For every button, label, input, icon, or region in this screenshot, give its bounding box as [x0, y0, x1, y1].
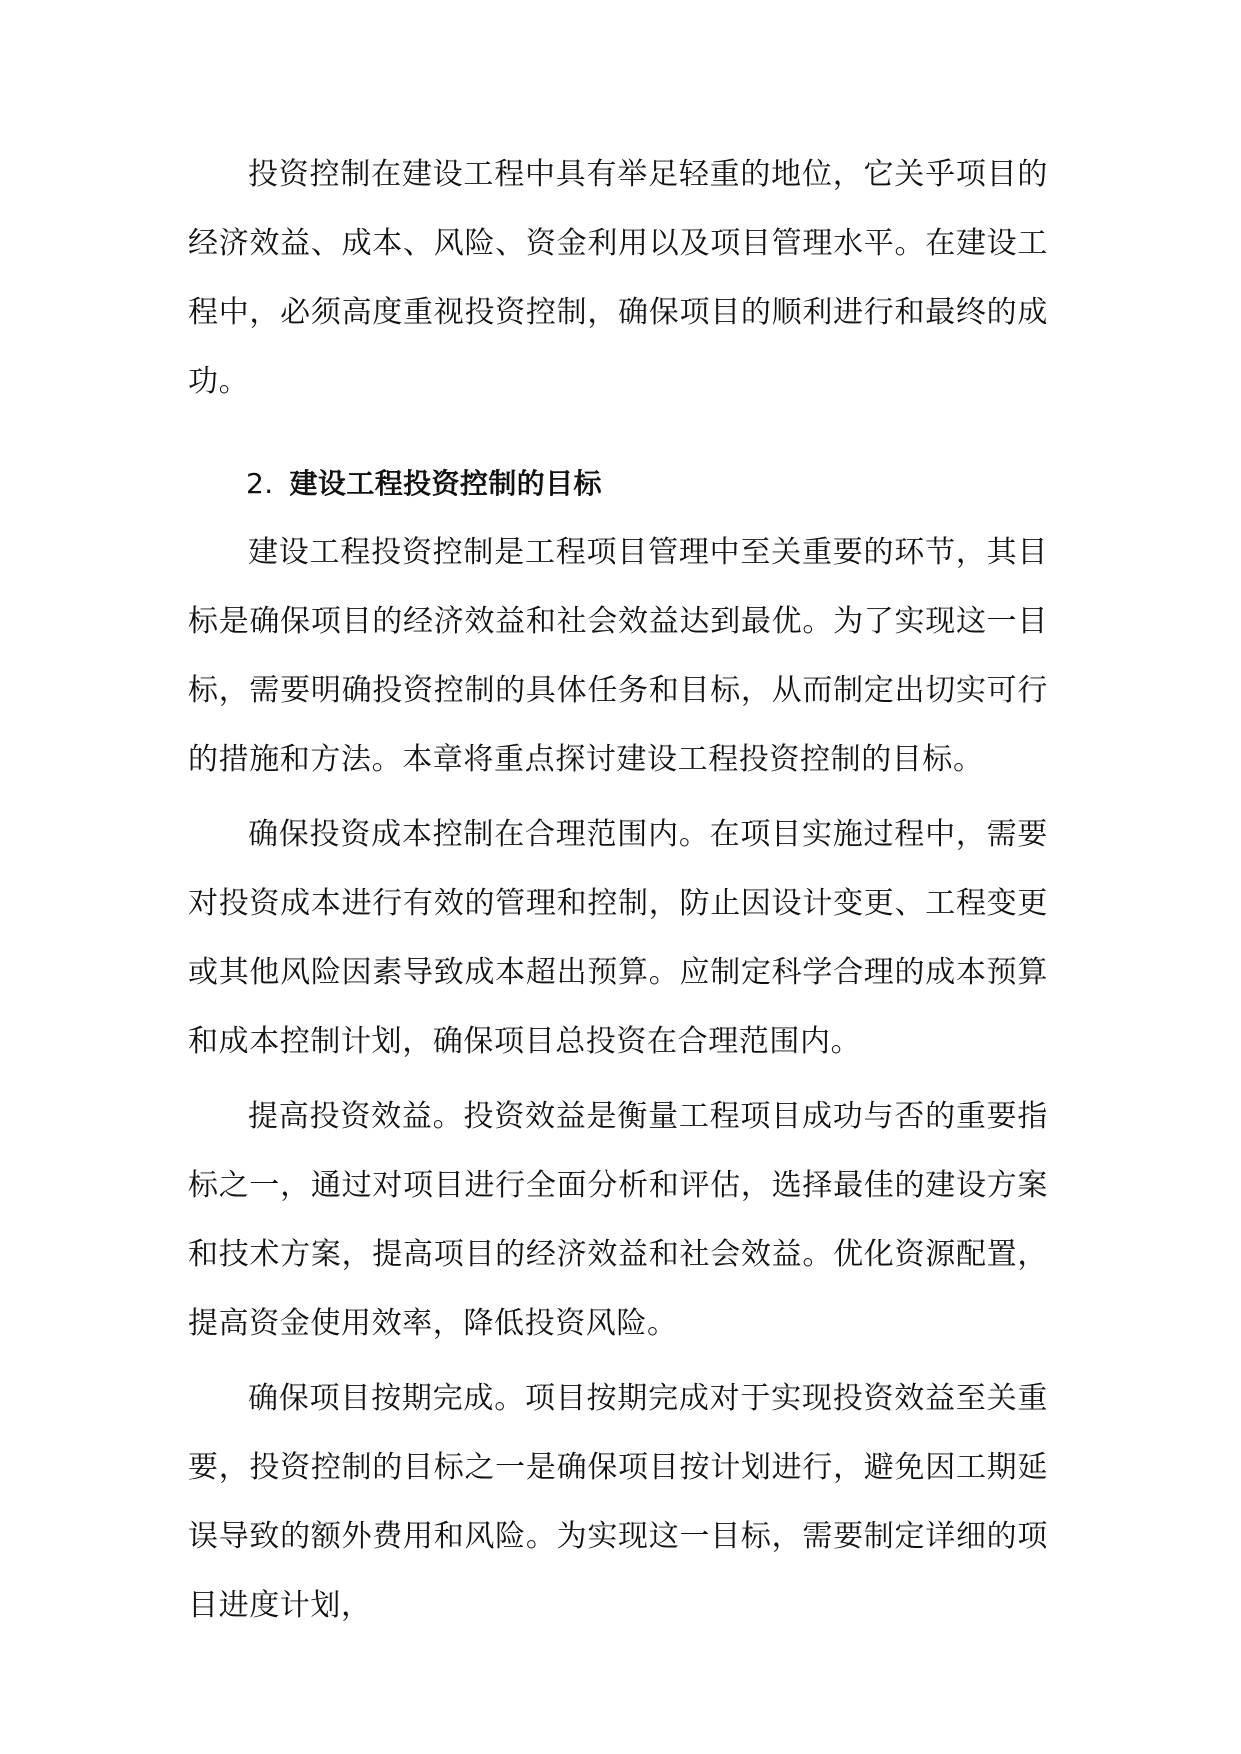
intro-paragraph: 投资控制在建设工程中具有举足轻重的地位，它关乎项目的经济效益、成本、风险、资金利用以及项目管理水平。在建设工程中，必须高度重视投资控制，确保项目的顺利进行和最终的成功。	[188, 157, 1048, 399]
section-heading	[188, 449, 1048, 518]
section-number: 2.	[246, 467, 274, 500]
section-title: 建设工程投资控制的目标	[289, 467, 602, 500]
body-paragraph-4: 确保项目按期完成。项目按期完成对于实现投资效益至关重要，投资控制的目标之一是确保项目按计划进行，避免因工期延误导致的额外费用和风险。为实现这一目标，需要制定详细的项目进度计划，	[188, 1381, 1048, 1623]
document-page	[188, 140, 1048, 1640]
body-paragraph-3: 提高投资效益。投资效益是衡量工程项目成功与否的重要指标之一，通过对项目进行全面分析和评估，选择最佳的建设方案和技术方案，提高项目的经济效益和社会效益。优化资源配置，提高资金使用效率，降低投资风险。	[188, 1099, 1048, 1341]
body-paragraph-2: 确保投资成本控制在合理范围内。在项目实施过程中，需要对投资成本进行有效的管理和控制，防止因设计变更、工程变更或其他风险因素导致成本超出预算。应制定科学合理的成本预算和成本控制计划，确保项目总投资在合理范围内。	[188, 817, 1048, 1059]
body-paragraph-1: 建设工程投资控制是工程项目管理中至关重要的环节，其目标是确保项目的经济效益和社会效益达到最优。为了实现这一目标，需要明确投资控制的具体任务和目标，从而制定出切实可行的措施和方法。本章将重点探讨建设工程投资控制的目标。	[188, 535, 1048, 777]
